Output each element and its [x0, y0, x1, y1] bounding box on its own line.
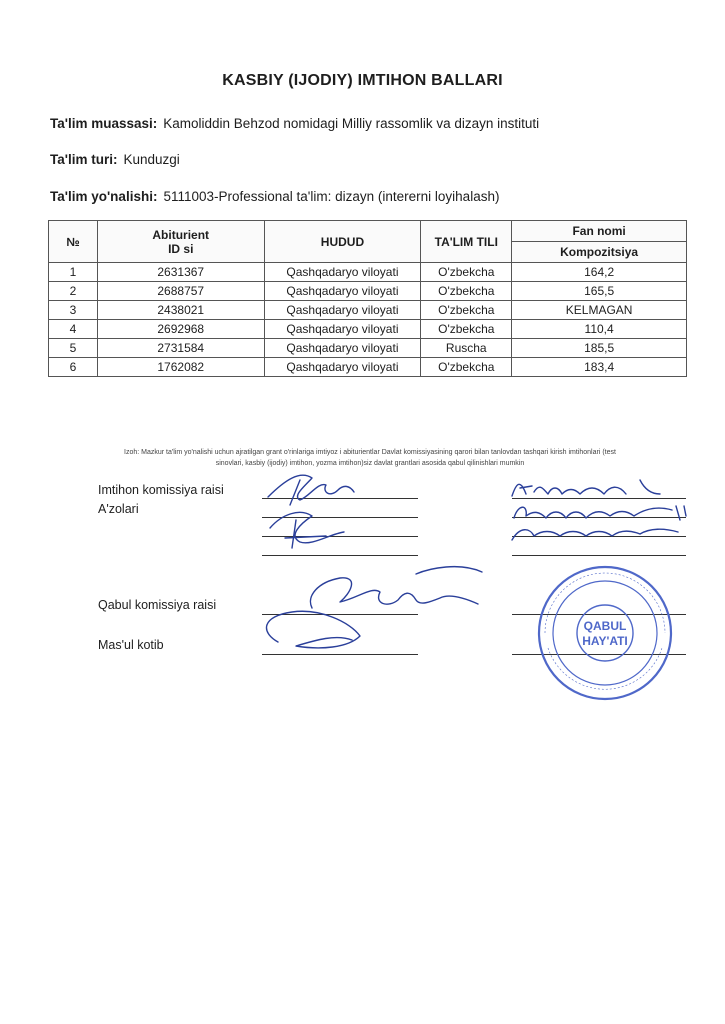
- table-row: [49, 263, 687, 282]
- table-row: [49, 320, 687, 339]
- row-language: O'zbekcha: [421, 301, 512, 320]
- footnote-line1: Izoh: Mazkur ta'lim yo'nalishi uchun ajratilgan grant o'rinlariga imtiyoz i abiturientlar Davlat komissiyasining qarori bilan tanlovdan tashqari kirish imtihonlari (test: [124, 449, 616, 456]
- row-score: 165,5: [512, 282, 687, 301]
- admission-commission-chair-label: Qabul komissiya raisi: [98, 598, 217, 612]
- row-language: O'zbekcha: [421, 320, 512, 339]
- education-type-value: Kunduzgi: [123, 152, 180, 167]
- table-row: [49, 339, 687, 358]
- header-num: №: [49, 221, 98, 263]
- row-num: 6: [49, 358, 98, 377]
- row-region: Qashqadaryo viloyati: [264, 339, 421, 358]
- footnote: [50, 447, 690, 469]
- row-id: 2631367: [97, 263, 264, 282]
- signature-line: [262, 555, 418, 556]
- header-id: [97, 221, 264, 263]
- row-num: 5: [49, 339, 98, 358]
- education-type-label: Ta'lim turi:: [50, 152, 118, 167]
- row-score: 185,5: [512, 339, 687, 358]
- education-type-field: [50, 152, 180, 167]
- row-num: 3: [49, 301, 98, 320]
- stamp-text-top: QABUL: [583, 619, 627, 633]
- signature-line: [262, 536, 418, 537]
- header-subject-name: Kompozitsiya: [512, 242, 687, 263]
- signature-line: [262, 654, 418, 655]
- table-row: [49, 358, 687, 377]
- row-language: Ruscha: [421, 339, 512, 358]
- row-id: 2688757: [97, 282, 264, 301]
- row-num: 4: [49, 320, 98, 339]
- row-region: Qashqadaryo viloyati: [264, 358, 421, 377]
- stamp-text-bottom: HAY'ATI: [582, 634, 628, 648]
- row-language: O'zbekcha: [421, 358, 512, 377]
- page-title: KASBIY (IJODIY) IMTIHON BALLARI: [222, 72, 503, 89]
- table-row: [49, 301, 687, 320]
- row-region: Qashqadaryo viloyati: [264, 282, 421, 301]
- row-region: Qashqadaryo viloyati: [264, 263, 421, 282]
- row-id: 2438021: [97, 301, 264, 320]
- name-line: [512, 536, 686, 537]
- name-line: [512, 654, 686, 655]
- row-language: O'zbekcha: [421, 263, 512, 282]
- row-language: O'zbekcha: [421, 282, 512, 301]
- row-score: 110,4: [512, 320, 687, 339]
- institution-label: Ta'lim muassasi:: [50, 116, 158, 131]
- name-line: [512, 517, 686, 518]
- footnote-line2: sinovlari, kasbiy (ijodiy) imtihon, yozma imtihon)siz davlat grantlari asosida qabul qilinishlari mumkin: [215, 460, 525, 467]
- row-region: Qashqadaryo viloyati: [264, 301, 421, 320]
- row-num: 1: [49, 263, 98, 282]
- members-label: A'zolari: [98, 502, 139, 516]
- direction-label: Ta'lim yo'nalishi:: [50, 189, 158, 204]
- stamp-seal: [539, 567, 671, 699]
- header-region: HUDUD: [264, 221, 421, 263]
- table-row: [49, 282, 687, 301]
- row-region: Qashqadaryo viloyati: [264, 320, 421, 339]
- header-id-line1: Abiturient: [152, 227, 210, 242]
- row-num: 2: [49, 282, 98, 301]
- header-id-line2: ID si: [168, 241, 194, 256]
- header-subject: Fan nomi: [512, 221, 687, 242]
- institution-value: Kamoliddin Behzod nomidagi Milliy rassomlik va dizayn instituti: [163, 116, 540, 131]
- scores-table: [48, 220, 687, 377]
- row-id: 2731584: [97, 339, 264, 358]
- name-line: [512, 614, 686, 615]
- exam-commission-chair-label: Imtihon komissiya raisi: [98, 483, 224, 497]
- signature-line: [262, 614, 418, 615]
- name-line: [512, 498, 686, 499]
- signature-line: [262, 498, 418, 499]
- row-score: 164,2: [512, 263, 687, 282]
- secretary-label: Mas'ul kotib: [98, 638, 164, 652]
- institution-field: [50, 116, 539, 131]
- name-line: [512, 555, 686, 556]
- signature-line: [262, 517, 418, 518]
- header-language: TA'LIM TILI: [421, 221, 512, 263]
- row-id: 2692968: [97, 320, 264, 339]
- direction-value: 5111003-Professional ta'lim: dizayn (intererni loyihalash): [163, 189, 500, 204]
- row-id: 1762082: [97, 358, 264, 377]
- direction-field: [50, 189, 499, 204]
- row-score: 183,4: [512, 358, 687, 377]
- row-score: KELMAGAN: [512, 301, 687, 320]
